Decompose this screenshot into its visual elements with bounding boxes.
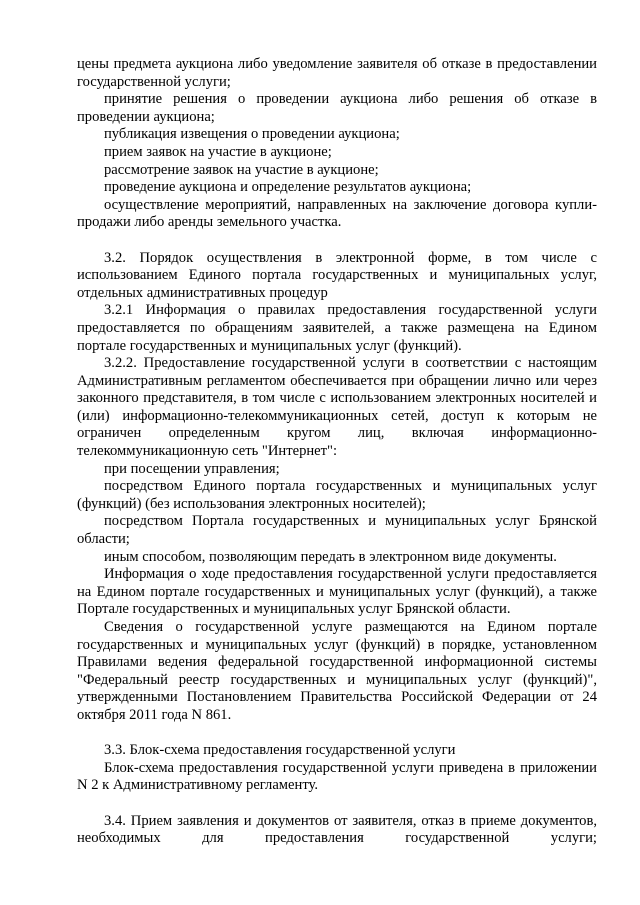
paragraph: 3.3. Блок-схема предоставления государственной услуги xyxy=(104,742,456,759)
paragraph: 3.2.2. Предоставление государственной услуги в соответствии с настоящим Административным регламентом обеспечивается при обращении лично или через законного представителя, в том числе с использованием электронных носителей и (или) информационно-телекоммуникационных сетей, доступ к которым не ограничен определенным кругом лиц, включая информационно-телекоммуникационную сеть "Интернет": xyxy=(77,355,597,460)
paragraph: публикация извещения о проведении аукциона; xyxy=(104,126,400,143)
paragraph: рассмотрение заявок на участие в аукционе; xyxy=(104,161,379,178)
paragraph: осуществление мероприятий, направленных на заключение договора купли-продажи либо аренды земельного участка. xyxy=(77,196,597,231)
paragraph: Сведения о государственной услуге размещаются на Едином портале государственных и муниципальных услуг (функций) в порядке, установленном Правилами ведения федеральной государственной информационной системы "Федеральный реестр государственных и муниципальных услуг (функций)", утвержденными Постановлением Правительства Российской Федерации от 24 октября 2011 года N 861. xyxy=(77,619,597,723)
paragraph: посредством Единого портала государственных и муниципальных услуг (функций) (без использования электронных носителей); xyxy=(77,478,597,512)
paragraph: Информация о ходе предоставления государственной услуги предоставляется на Едином портале государственных и муниципальных услуг (функций), а также Портале государственных и муниципальных услуг Брянской области. xyxy=(77,566,597,618)
paragraph: посредством Портала государственных и муниципальных услуг Брянской области; xyxy=(77,513,597,548)
paragraph: иным способом, позволяющим передать в электронном виде документы. xyxy=(104,548,557,565)
paragraph: 3.2. Порядок осуществления в электронной форме, в том числе с использованием Единого портала государственных и муниципальных услуг, отдельных административных процедур xyxy=(77,249,597,301)
paragraph: 3.4. Прием заявления и документов от заявителя, отказ в приеме документов, необходимых для предоставления государственной услуги; xyxy=(77,812,597,847)
paragraph: принятие решения о проведении аукциона либо решения об отказе в проведении аукциона; xyxy=(77,91,597,125)
paragraph: проведение аукциона и определение результатов аукциона; xyxy=(104,179,472,196)
paragraph: прием заявок на участие в аукционе; xyxy=(104,143,332,160)
paragraph: 3.2.1 Информация о правилах предоставления государственной услуги предоставляется по обращениям заявителей, а также размещена на Едином портале государственных и муниципальных услуг (функций). xyxy=(77,302,597,354)
paragraph: при посещении управления; xyxy=(104,460,280,477)
paragraph: цены предмета аукциона либо уведомление заявителя об отказе в предоставлении государственной услуги; xyxy=(77,56,597,90)
paragraph: Блок-схема предоставления государственной услуги приведена в приложении N 2 к Административному регламенту. xyxy=(77,759,597,794)
